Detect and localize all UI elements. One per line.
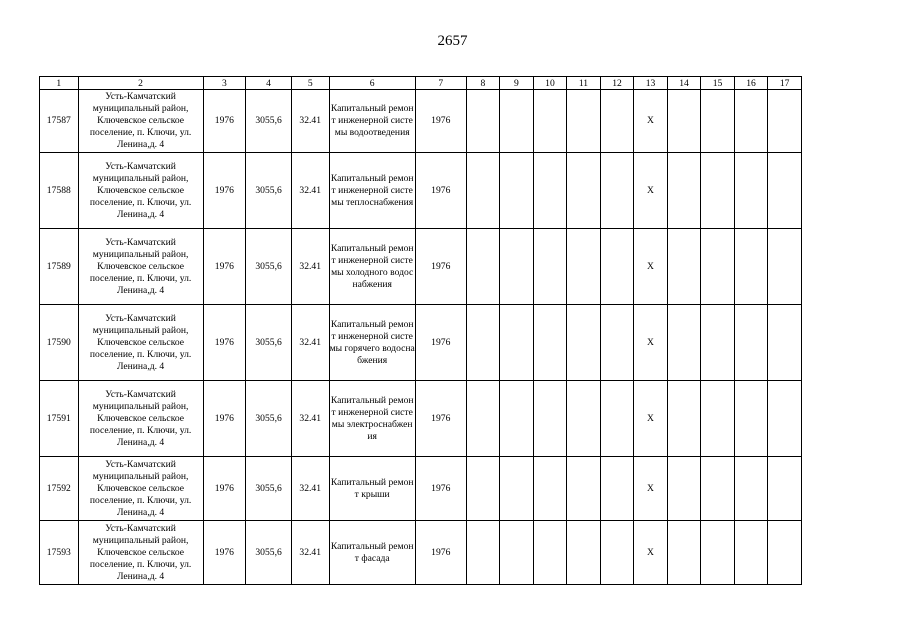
column-8-cell <box>466 90 500 153</box>
year-built-cell: 1976 <box>203 381 246 457</box>
column-13-mark-cell: Х <box>634 153 668 229</box>
column-header: 8 <box>466 77 500 90</box>
year-built-cell: 1976 <box>203 153 246 229</box>
total-area-cell: 3055,6 <box>246 229 292 305</box>
wear-percent-cell: 32.41 <box>291 381 329 457</box>
work-type-cell: Капитальный ремонт инженерной системы горячего водоснабжения <box>329 305 415 381</box>
column-10-cell <box>533 229 567 305</box>
column-15-cell <box>701 153 735 229</box>
wear-percent-cell: 32.41 <box>291 153 329 229</box>
total-area-cell: 3055,6 <box>246 153 292 229</box>
column-header: 11 <box>567 77 601 90</box>
column-10-cell <box>533 90 567 153</box>
table-row <box>40 457 802 521</box>
column-14-cell <box>667 153 701 229</box>
column-17-cell <box>768 90 802 153</box>
column-16-cell <box>734 521 768 585</box>
column-9-cell <box>500 381 534 457</box>
record-number: 17589 <box>40 229 79 305</box>
column-13-mark-cell: Х <box>634 457 668 521</box>
column-15-cell <box>701 381 735 457</box>
address-cell: Усть-Камчатский муниципальный район, Ключевское сельское поселение, п. Ключи, ул. Ленина,д. 4 <box>78 229 203 305</box>
column-17-cell <box>768 381 802 457</box>
column-17-cell <box>768 305 802 381</box>
column-header: 17 <box>768 77 802 90</box>
column-header: 12 <box>600 77 634 90</box>
column-15-cell <box>701 90 735 153</box>
column-14-cell <box>667 521 701 585</box>
column-8-cell <box>466 521 500 585</box>
work-type-cell: Капитальный ремонт крыши <box>329 457 415 521</box>
column-14-cell <box>667 229 701 305</box>
column-10-cell <box>533 381 567 457</box>
column-9-cell <box>500 457 534 521</box>
column-10-cell <box>533 305 567 381</box>
wear-percent-cell: 32.41 <box>291 457 329 521</box>
column-14-cell <box>667 90 701 153</box>
planned-year-cell: 1976 <box>415 153 466 229</box>
column-15-cell <box>701 229 735 305</box>
column-header: 13 <box>634 77 668 90</box>
wear-percent-cell: 32.41 <box>291 229 329 305</box>
column-14-cell <box>667 381 701 457</box>
column-16-cell <box>734 305 768 381</box>
address-cell: Усть-Камчатский муниципальный район, Ключевское сельское поселение, п. Ключи, ул. Ленина,д. 4 <box>78 457 203 521</box>
column-11-cell <box>567 229 601 305</box>
planned-year-cell: 1976 <box>415 457 466 521</box>
column-15-cell <box>701 305 735 381</box>
column-13-mark-cell: Х <box>634 229 668 305</box>
year-built-cell: 1976 <box>203 521 246 585</box>
column-12-cell <box>600 381 634 457</box>
column-header: 10 <box>533 77 567 90</box>
record-number: 17587 <box>40 90 79 153</box>
column-11-cell <box>567 90 601 153</box>
address-cell: Усть-Камчатский муниципальный район, Ключевское сельское поселение, п. Ключи, ул. Ленина,д. 4 <box>78 153 203 229</box>
repair-plan-table <box>39 76 802 585</box>
column-12-cell <box>600 305 634 381</box>
column-header: 16 <box>734 77 768 90</box>
planned-year-cell: 1976 <box>415 305 466 381</box>
column-9-cell <box>500 229 534 305</box>
work-type-cell: Капитальный ремонт инженерной системы водоотведения <box>329 90 415 153</box>
record-number: 17588 <box>40 153 79 229</box>
planned-year-cell: 1976 <box>415 381 466 457</box>
year-built-cell: 1976 <box>203 457 246 521</box>
address-cell: Усть-Камчатский муниципальный район, Ключевское сельское поселение, п. Ключи, ул. Ленина,д. 4 <box>78 521 203 585</box>
table-row <box>40 90 802 153</box>
column-14-cell <box>667 457 701 521</box>
column-9-cell <box>500 153 534 229</box>
page-number: 2657 <box>437 33 468 49</box>
column-15-cell <box>701 457 735 521</box>
record-number: 17590 <box>40 305 79 381</box>
address-cell: Усть-Камчатский муниципальный район, Ключевское сельское поселение, п. Ключи, ул. Ленина,д. 4 <box>78 305 203 381</box>
column-15-cell <box>701 521 735 585</box>
column-header: 6 <box>329 77 415 90</box>
table-row <box>40 153 802 229</box>
planned-year-cell: 1976 <box>415 229 466 305</box>
column-11-cell <box>567 381 601 457</box>
column-16-cell <box>734 381 768 457</box>
record-number: 17593 <box>40 521 79 585</box>
column-17-cell <box>768 521 802 585</box>
wear-percent-cell: 32.41 <box>291 90 329 153</box>
year-built-cell: 1976 <box>203 90 246 153</box>
column-11-cell <box>567 153 601 229</box>
column-16-cell <box>734 90 768 153</box>
header-row <box>40 77 802 90</box>
wear-percent-cell: 32.41 <box>291 521 329 585</box>
column-8-cell <box>466 381 500 457</box>
column-12-cell <box>600 90 634 153</box>
column-17-cell <box>768 457 802 521</box>
column-9-cell <box>500 521 534 585</box>
table-row <box>40 229 802 305</box>
year-built-cell: 1976 <box>203 305 246 381</box>
column-10-cell <box>533 153 567 229</box>
column-header: 14 <box>667 77 701 90</box>
planned-year-cell: 1976 <box>415 90 466 153</box>
column-16-cell <box>734 153 768 229</box>
address-cell: Усть-Камчатский муниципальный район, Ключевское сельское поселение, п. Ключи, ул. Ленина,д. 4 <box>78 381 203 457</box>
work-type-cell: Капитальный ремонт инженерной системы холодного водоснабжения <box>329 229 415 305</box>
column-8-cell <box>466 153 500 229</box>
column-16-cell <box>734 229 768 305</box>
column-12-cell <box>600 521 634 585</box>
column-13-mark-cell: Х <box>634 305 668 381</box>
column-header: 1 <box>40 77 79 90</box>
column-12-cell <box>600 457 634 521</box>
column-17-cell <box>768 229 802 305</box>
column-12-cell <box>600 229 634 305</box>
column-14-cell <box>667 305 701 381</box>
record-number: 17591 <box>40 381 79 457</box>
work-type-cell: Капитальный ремонт фасада <box>329 521 415 585</box>
column-header: 15 <box>701 77 735 90</box>
total-area-cell: 3055,6 <box>246 90 292 153</box>
column-header: 7 <box>415 77 466 90</box>
column-12-cell <box>600 153 634 229</box>
column-13-mark-cell: Х <box>634 381 668 457</box>
work-type-cell: Капитальный ремонт инженерной системы теплоснабжения <box>329 153 415 229</box>
record-number: 17592 <box>40 457 79 521</box>
total-area-cell: 3055,6 <box>246 381 292 457</box>
column-13-mark-cell: Х <box>634 90 668 153</box>
wear-percent-cell: 32.41 <box>291 305 329 381</box>
column-header: 9 <box>500 77 534 90</box>
total-area-cell: 3055,6 <box>246 305 292 381</box>
column-header: 2 <box>78 77 203 90</box>
column-10-cell <box>533 521 567 585</box>
address-cell: Усть-Камчатский муниципальный район, Ключевское сельское поселение, п. Ключи, ул. Ленина,д. 4 <box>78 90 203 153</box>
column-17-cell <box>768 153 802 229</box>
total-area-cell: 3055,6 <box>246 457 292 521</box>
column-16-cell <box>734 457 768 521</box>
column-11-cell <box>567 305 601 381</box>
column-9-cell <box>500 90 534 153</box>
table-row <box>40 381 802 457</box>
column-8-cell <box>466 305 500 381</box>
table-row <box>40 521 802 585</box>
column-header: 5 <box>291 77 329 90</box>
column-10-cell <box>533 457 567 521</box>
column-11-cell <box>567 457 601 521</box>
table-row <box>40 305 802 381</box>
planned-year-cell: 1976 <box>415 521 466 585</box>
column-header: 3 <box>203 77 246 90</box>
year-built-cell: 1976 <box>203 229 246 305</box>
column-8-cell <box>466 457 500 521</box>
column-9-cell <box>500 305 534 381</box>
column-header: 4 <box>246 77 292 90</box>
work-type-cell: Капитальный ремонт инженерной системы электроснабжения <box>329 381 415 457</box>
column-11-cell <box>567 521 601 585</box>
column-13-mark-cell: Х <box>634 521 668 585</box>
total-area-cell: 3055,6 <box>246 521 292 585</box>
column-8-cell <box>466 229 500 305</box>
